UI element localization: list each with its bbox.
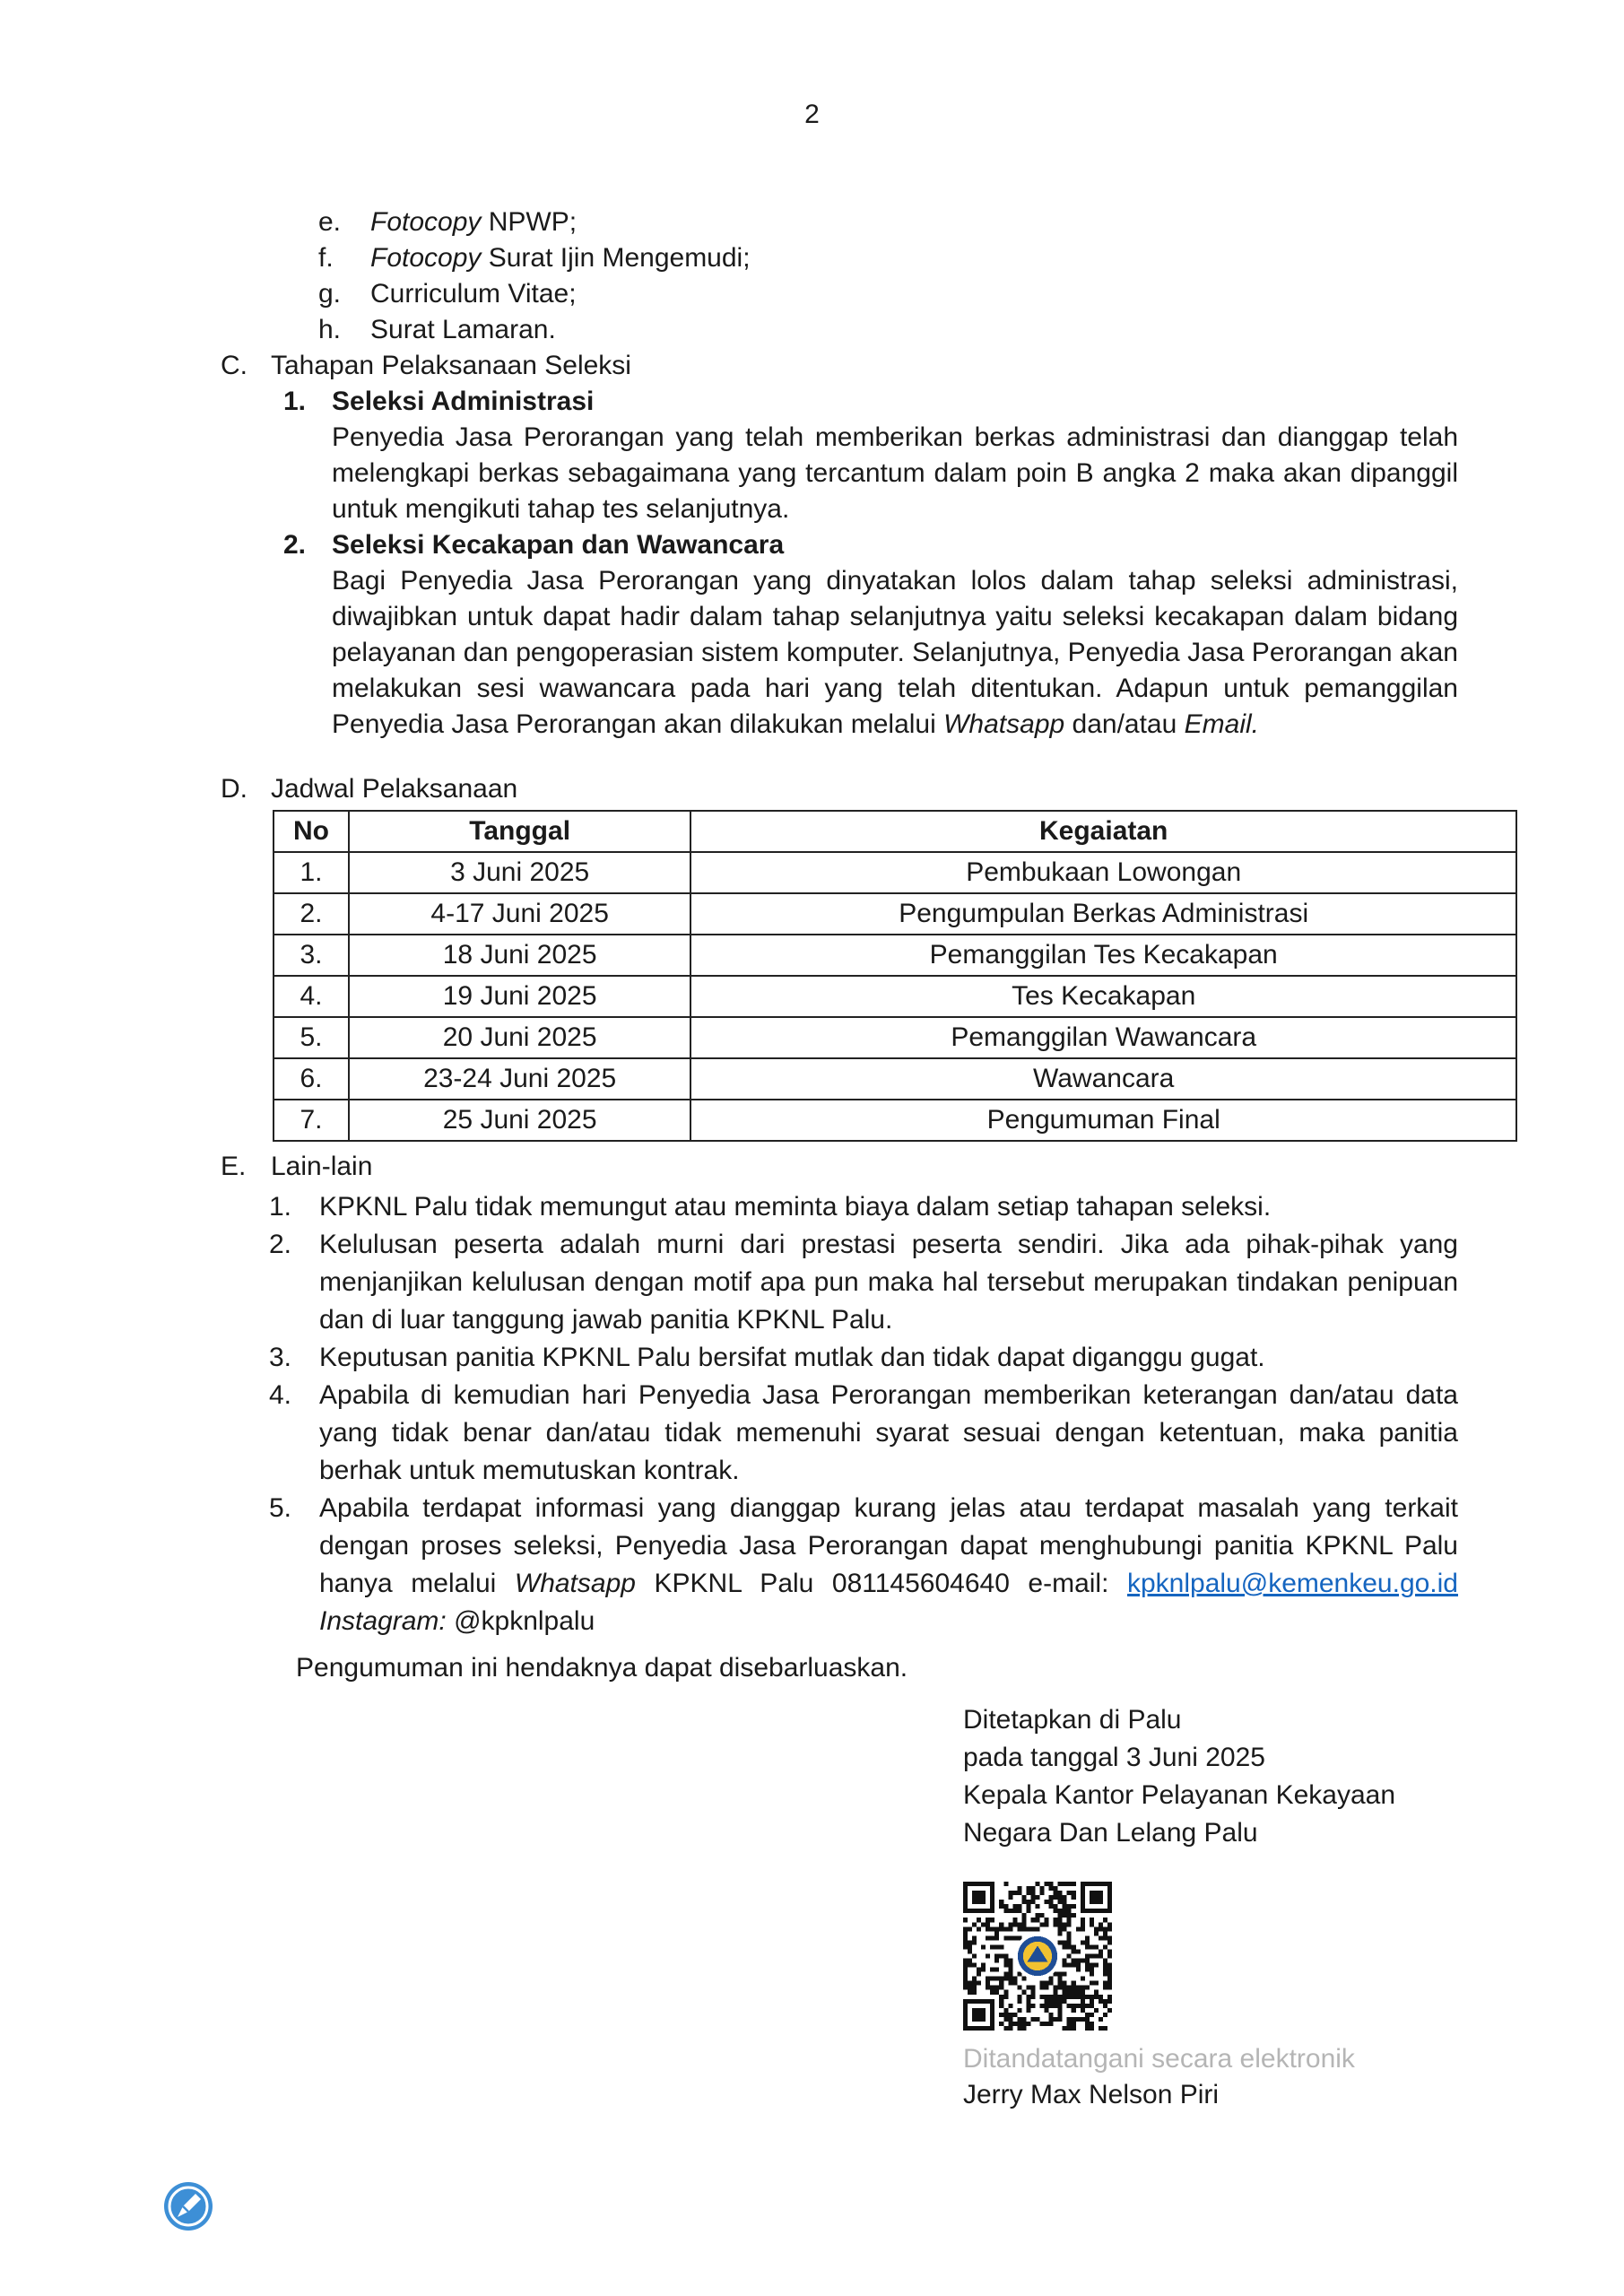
cell-activity: Pembukaan Lowongan [690,852,1516,893]
step-number: 1. [283,387,307,416]
table-row [274,935,1516,976]
doc-italic-label: Fotocopy [370,207,482,237]
page-number: 2 [804,100,820,129]
instagram-label: Instagram: [319,1606,447,1636]
cell-activity: Tes Kecakapan [690,976,1516,1017]
list-marker: h. [318,315,342,344]
schedule-table [273,810,1517,1142]
cell-date: 19 Juni 2025 [349,976,690,1017]
list-marker: 3. [269,1343,292,1372]
table-row [274,976,1516,1017]
cell-date: 20 Juni 2025 [349,1017,690,1058]
list-item [318,204,751,240]
cell-no: 3. [274,935,349,976]
signer-name: Jerry Max Nelson Piri [963,2080,1220,2109]
step-title: Seleksi Administrasi [332,387,595,416]
provision-text: Apabila terdapat informasi yang dianggap kurang jelas atau terdapat masalah yang terkait dengan proses seleksi, Penyedia Jasa Perorangan dapat menghubungi panitia KPKNL Palu hanya melalui Whatsapp KPKNL Palu 081145604640 e-mail: kpknlpalu@kemenkeu.go.id Instagram: @kpknlpalu [319,1493,1458,1636]
doc-label: Curriculum Vitae; [370,279,577,309]
cell-no: 5. [274,1017,349,1058]
section-d-title: Jadwal Pelaksanaan [271,774,518,804]
qr-code-icon [963,1882,1112,2031]
column-header-tanggal: Tanggal [349,811,690,852]
cell-no: 1. [274,852,349,893]
other-provisions-list [269,1188,1458,1640]
signature-line: Negara Dan Lelang Palu [963,1818,1258,1848]
list-item [269,1377,1458,1490]
list-marker: f. [318,243,334,273]
doc-label: Surat Ijin Mengemudi; [481,243,751,273]
table-header-row [274,811,1516,852]
column-header-kegiatan: Kegaiatan [690,811,1516,852]
table-row [274,1017,1516,1058]
doc-italic-label: Fotocopy [370,243,482,273]
cell-date: 23-24 Juni 2025 [349,1058,690,1100]
section-c-letter: C. [221,351,248,380]
cell-date: 25 Juni 2025 [349,1100,690,1141]
list-marker: 4. [269,1380,292,1410]
cell-activity: Wawancara [690,1058,1516,1100]
doc-label: NPWP; [481,207,578,237]
selection-step-administrasi [283,384,1458,527]
section-e-letter: E. [221,1152,247,1181]
whatsapp-label: Whatsapp [943,709,1065,739]
cell-no: 4. [274,976,349,1017]
email-label: Email. [1184,709,1259,739]
list-marker: g. [318,279,342,309]
closing-statement: Pengumuman ini hendaknya dapat disebarluaskan. [296,1653,908,1683]
step-description: Bagi Penyedia Jasa Perorangan yang dinyatakan lolos dalam tahap seleksi administrasi, diwajibkan untuk dapat hadir dalam tahap selanjutnya yaitu seleksi kecakapan dalam bidang pelayanan dan pengoperasian sistem komputer. Selanjutnya, Penyedia Jasa Perorangan akan melakukan sesi wawancara pada hari yang telah ditentukan. Adapun untuk pemanggilan Penyedia Jasa Perorangan akan dilakukan melalui Whatsapp dan/atau Email. [332,566,1458,739]
table-row [274,1100,1516,1141]
section-d-letter: D. [221,774,248,804]
cell-no: 2. [274,893,349,935]
electronic-signature-note: Ditandatangani secara elektronik [963,2044,1355,2074]
list-item [269,1226,1458,1339]
cell-activity: Pemanggilan Tes Kecakapan [690,935,1516,976]
cell-no: 7. [274,1100,349,1141]
whatsapp-label: Whatsapp [514,1569,636,1598]
list-marker: 1. [269,1192,292,1222]
list-item [269,1490,1458,1640]
step-number: 2. [283,530,307,560]
list-item [318,276,751,312]
list-marker: e. [318,207,342,237]
signature-line: pada tanggal 3 Juni 2025 [963,1743,1265,1772]
cell-no: 6. [274,1058,349,1100]
instagram-handle: @kpknlpalu [446,1606,595,1636]
signature-line: Kepala Kantor Pelayanan Kekayaan [963,1780,1396,1810]
table-row [274,1058,1516,1100]
signature-line: Ditetapkan di Palu [963,1705,1182,1735]
doc-label: Surat Lamaran. [370,315,556,344]
provision-text: KPKNL Palu tidak memungut atau meminta biaya dalam setiap tahapan seleksi. [319,1192,1272,1222]
list-item [269,1339,1458,1377]
list-item [269,1188,1458,1226]
provision-text: Keputusan panitia KPKNL Palu bersifat mutlak dan tidak dapat diganggu gugat. [319,1343,1265,1372]
step-title: Seleksi Kecakapan dan Wawancara [332,530,785,560]
required-documents-list [318,204,751,348]
list-item [318,240,751,276]
cell-date: 4-17 Juni 2025 [349,893,690,935]
pen-badge-icon [163,2181,213,2231]
step-description: Penyedia Jasa Perorangan yang telah memberikan berkas administrasi dan dianggap telah melengkapi berkas sebagaimana yang tercantum dalam poin B angka 2 maka akan dipanggil untuk mengikuti tahap tes selanjutnya. [332,422,1458,524]
provision-text: Apabila di kemudian hari Penyedia Jasa Perorangan memberikan keterangan dan/atau data yang tidak benar dan/atau tidak memenuhi syarat sesuai dengan ketentuan, maka panitia berhak untuk memutuskan kontrak. [319,1380,1458,1485]
table-row [274,893,1516,935]
selection-step-kecakapan [283,527,1458,743]
section-c-title: Tahapan Pelaksanaan Seleksi [271,351,631,380]
cell-activity: Pengumuman Final [690,1100,1516,1141]
cell-activity: Pengumpulan Berkas Administrasi [690,893,1516,935]
list-marker: 2. [269,1230,292,1259]
cell-date: 3 Juni 2025 [349,852,690,893]
email-link[interactable]: kpknlpalu@kemenkeu.go.id [1126,1569,1458,1598]
list-item [318,312,751,348]
column-header-no: No [274,811,349,852]
table-row [274,852,1516,893]
signature-block [963,1701,1395,1852]
cell-activity: Pemanggilan Wawancara [690,1017,1516,1058]
provision-text: Kelulusan peserta adalah murni dari prestasi peserta sendiri. Jika ada pihak-pihak yang menjanjikan kelulusan dengan motif apa pun maka hal tersebut merupakan tindakan penipuan dan di luar tanggung jawab panitia KPKNL Palu. [319,1230,1458,1335]
section-e-title: Lain-lain [271,1152,373,1181]
cell-date: 18 Juni 2025 [349,935,690,976]
list-marker: 5. [269,1493,292,1523]
